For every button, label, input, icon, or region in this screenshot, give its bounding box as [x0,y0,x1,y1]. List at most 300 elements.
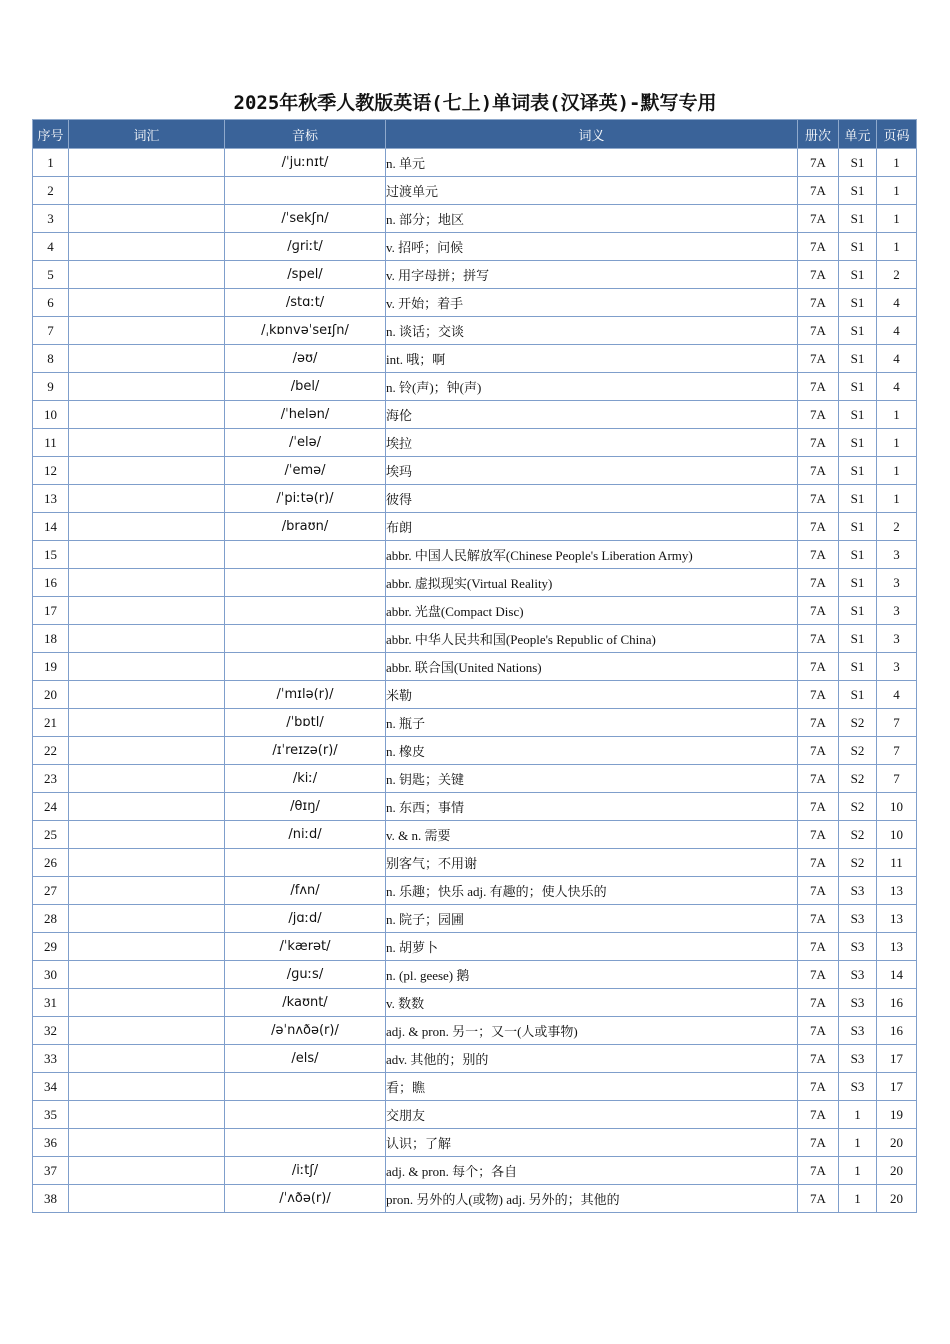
cell-phonetic [225,1129,386,1157]
cell-book: 7A [798,1185,839,1213]
table-row [33,149,917,177]
cell-meaning: v. 数数 [386,989,798,1017]
table-row [33,177,917,205]
cell-book: 7A [798,485,839,513]
cell-phonetic [225,177,386,205]
cell-index: 18 [33,625,69,653]
cell-word [69,765,225,793]
cell-book: 7A [798,709,839,737]
cell-word [69,653,225,681]
header-book: 册次 [798,120,839,149]
cell-book: 7A [798,849,839,877]
cell-index: 26 [33,849,69,877]
cell-page: 1 [877,429,917,457]
table-row [33,765,917,793]
table-row [33,1073,917,1101]
table-row [33,261,917,289]
cell-index: 32 [33,1017,69,1045]
cell-meaning: 认识；了解 [386,1129,798,1157]
cell-meaning: v. & n. 需要 [386,821,798,849]
table-row [33,289,917,317]
table-body [33,149,917,1213]
cell-unit: 1 [839,1101,877,1129]
cell-page: 2 [877,261,917,289]
cell-page: 16 [877,989,917,1017]
table-row [33,681,917,709]
cell-meaning: n. 单元 [386,149,798,177]
cell-unit: S1 [839,457,877,485]
cell-word [69,989,225,1017]
table-row [33,401,917,429]
cell-meaning: n. 橡皮 [386,737,798,765]
cell-unit: S2 [839,765,877,793]
cell-phonetic [225,597,386,625]
cell-unit: S1 [839,233,877,261]
cell-phonetic: /els/ [225,1045,386,1073]
cell-unit: S2 [839,821,877,849]
cell-word [69,877,225,905]
cell-meaning: 彼得 [386,485,798,513]
cell-meaning: v. 用字母拼；拼写 [386,261,798,289]
table-row [33,373,917,401]
cell-book: 7A [798,597,839,625]
cell-index: 4 [33,233,69,261]
cell-phonetic: /ˌkɒnvəˈseɪʃn/ [225,317,386,345]
table-row [33,345,917,373]
cell-meaning: 埃玛 [386,457,798,485]
cell-unit: S1 [839,569,877,597]
cell-unit: 1 [839,1185,877,1213]
cell-phonetic: /ˈhelən/ [225,401,386,429]
cell-index: 17 [33,597,69,625]
cell-phonetic [225,849,386,877]
cell-phonetic: /ˈemə/ [225,457,386,485]
cell-meaning: n. 院子；园圃 [386,905,798,933]
cell-word [69,1157,225,1185]
cell-unit: S1 [839,653,877,681]
cell-unit: S1 [839,401,877,429]
cell-word [69,933,225,961]
cell-index: 12 [33,457,69,485]
cell-word [69,345,225,373]
cell-unit: S1 [839,681,877,709]
cell-meaning: v. 招呼；问候 [386,233,798,261]
cell-book: 7A [798,1129,839,1157]
table-row [33,793,917,821]
cell-phonetic: /stɑːt/ [225,289,386,317]
cell-index: 8 [33,345,69,373]
cell-page: 1 [877,177,917,205]
cell-page: 11 [877,849,917,877]
cell-word [69,149,225,177]
cell-meaning: 布朗 [386,513,798,541]
cell-meaning: abbr. 光盘(Compact Disc) [386,597,798,625]
table-row [33,905,917,933]
cell-meaning: abbr. 联合国(United Nations) [386,653,798,681]
cell-page: 19 [877,1101,917,1129]
cell-word [69,1101,225,1129]
cell-page: 20 [877,1157,917,1185]
table-row [33,429,917,457]
cell-phonetic: /θɪŋ/ [225,793,386,821]
cell-phonetic: /ˈbɒtl/ [225,709,386,737]
cell-unit: S2 [839,709,877,737]
cell-word [69,457,225,485]
cell-page: 1 [877,401,917,429]
cell-page: 14 [877,961,917,989]
cell-phonetic: /kiː/ [225,765,386,793]
cell-phonetic: /niːd/ [225,821,386,849]
cell-index: 20 [33,681,69,709]
cell-index: 9 [33,373,69,401]
cell-index: 22 [33,737,69,765]
cell-index: 13 [33,485,69,513]
cell-phonetic: /ˈjuːnɪt/ [225,149,386,177]
cell-page: 1 [877,149,917,177]
cell-phonetic [225,541,386,569]
cell-book: 7A [798,541,839,569]
cell-phonetic: /ɡuːs/ [225,961,386,989]
cell-index: 27 [33,877,69,905]
cell-index: 23 [33,765,69,793]
cell-meaning: n. 谈话；交谈 [386,317,798,345]
cell-index: 29 [33,933,69,961]
cell-unit: S1 [839,345,877,373]
cell-meaning: adv. 其他的；别的 [386,1045,798,1073]
cell-unit: S1 [839,317,877,345]
cell-page: 17 [877,1073,917,1101]
cell-unit: S1 [839,205,877,233]
cell-word [69,485,225,513]
table-row [33,933,917,961]
cell-word [69,849,225,877]
cell-meaning: n. 部分；地区 [386,205,798,233]
cell-word [69,569,225,597]
vocabulary-table [32,119,917,1213]
table-row [33,989,917,1017]
cell-meaning: adj. & pron. 另一；又一(人或事物) [386,1017,798,1045]
cell-meaning: n. 胡萝卜 [386,933,798,961]
cell-page: 4 [877,317,917,345]
cell-unit: S2 [839,793,877,821]
table-row [33,457,917,485]
cell-unit: S3 [839,1045,877,1073]
cell-index: 35 [33,1101,69,1129]
cell-page: 20 [877,1129,917,1157]
cell-book: 7A [798,625,839,653]
cell-unit: S1 [839,149,877,177]
cell-page: 16 [877,1017,917,1045]
cell-word [69,1073,225,1101]
cell-index: 33 [33,1045,69,1073]
cell-meaning: int. 哦；啊 [386,345,798,373]
cell-book: 7A [798,401,839,429]
cell-book: 7A [798,177,839,205]
cell-phonetic: /əˈnʌðə(r)/ [225,1017,386,1045]
table-row [33,233,917,261]
cell-unit: S1 [839,485,877,513]
cell-phonetic: /jɑːd/ [225,905,386,933]
cell-meaning: n. 东西；事情 [386,793,798,821]
cell-unit: S1 [839,289,877,317]
cell-page: 13 [877,877,917,905]
table-row [33,1045,917,1073]
table-row [33,737,917,765]
cell-book: 7A [798,373,839,401]
page-title: 2025年秋季人教版英语(七上)单词表(汉译英)-默写专用 [233,92,717,114]
cell-unit: S1 [839,177,877,205]
cell-index: 16 [33,569,69,597]
cell-meaning: n. 钥匙；关键 [386,765,798,793]
cell-phonetic [225,569,386,597]
cell-word [69,625,225,653]
table-row [33,485,917,513]
cell-book: 7A [798,513,839,541]
cell-meaning: adj. & pron. 每个；各自 [386,1157,798,1185]
cell-word [69,1045,225,1073]
cell-page: 4 [877,345,917,373]
cell-book: 7A [798,149,839,177]
table-row [33,709,917,737]
cell-phonetic: /fʌn/ [225,877,386,905]
cell-phonetic: /spel/ [225,261,386,289]
cell-unit: S3 [839,1017,877,1045]
table-row [33,597,917,625]
cell-word [69,317,225,345]
cell-word [69,429,225,457]
cell-meaning: 埃拉 [386,429,798,457]
cell-index: 36 [33,1129,69,1157]
cell-meaning: pron. 另外的人(或物) adj. 另外的；其他的 [386,1185,798,1213]
table-row [33,569,917,597]
cell-book: 7A [798,765,839,793]
cell-index: 38 [33,1185,69,1213]
cell-page: 1 [877,233,917,261]
cell-page: 1 [877,205,917,233]
cell-meaning: abbr. 虚拟现实(Virtual Reality) [386,569,798,597]
cell-unit: S1 [839,541,877,569]
cell-index: 25 [33,821,69,849]
cell-index: 24 [33,793,69,821]
cell-page: 4 [877,681,917,709]
cell-page: 7 [877,709,917,737]
table-row [33,541,917,569]
cell-book: 7A [798,457,839,485]
cell-page: 1 [877,457,917,485]
cell-phonetic [225,1101,386,1129]
cell-book: 7A [798,429,839,457]
cell-unit: S2 [839,849,877,877]
cell-index: 2 [33,177,69,205]
cell-index: 1 [33,149,69,177]
cell-index: 6 [33,289,69,317]
cell-book: 7A [798,1017,839,1045]
cell-meaning: abbr. 中国人民解放军(Chinese People's Liberation Army) [386,541,798,569]
cell-book: 7A [798,877,839,905]
cell-page: 3 [877,653,917,681]
header-word: 词汇 [69,120,225,149]
cell-book: 7A [798,569,839,597]
table-row [33,1157,917,1185]
cell-unit: S1 [839,429,877,457]
cell-word [69,177,225,205]
table-row [33,625,917,653]
cell-phonetic: /ɪˈreɪzə(r)/ [225,737,386,765]
cell-meaning: 过渡单元 [386,177,798,205]
cell-phonetic: /ˈelə/ [225,429,386,457]
cell-word [69,737,225,765]
cell-book: 7A [798,933,839,961]
cell-word [69,373,225,401]
cell-word [69,821,225,849]
cell-word [69,261,225,289]
cell-book: 7A [798,345,839,373]
cell-phonetic: /kaʊnt/ [225,989,386,1017]
cell-unit: S1 [839,513,877,541]
cell-book: 7A [798,653,839,681]
cell-word [69,961,225,989]
table-row [33,961,917,989]
cell-unit: S3 [839,1073,877,1101]
table-row [33,1185,917,1213]
cell-word [69,205,225,233]
cell-word [69,1129,225,1157]
cell-unit: S3 [839,961,877,989]
cell-page: 2 [877,513,917,541]
header-phonetic: 音标 [225,120,386,149]
cell-book: 7A [798,261,839,289]
cell-page: 7 [877,737,917,765]
table-row [33,849,917,877]
cell-index: 28 [33,905,69,933]
cell-word [69,1017,225,1045]
cell-index: 31 [33,989,69,1017]
cell-page: 13 [877,905,917,933]
cell-page: 4 [877,289,917,317]
cell-book: 7A [798,737,839,765]
cell-meaning: 交朋友 [386,1101,798,1129]
table-row [33,1017,917,1045]
table-row [33,653,917,681]
table-row [33,821,917,849]
cell-meaning: n. 乐趣；快乐 adj. 有趣的；使人快乐的 [386,877,798,905]
cell-unit: S3 [839,905,877,933]
cell-unit: S1 [839,597,877,625]
cell-index: 30 [33,961,69,989]
cell-page: 17 [877,1045,917,1073]
cell-meaning: n. (pl. geese) 鹅 [386,961,798,989]
cell-phonetic: /əʊ/ [225,345,386,373]
cell-word [69,597,225,625]
cell-unit: 1 [839,1129,877,1157]
cell-page: 1 [877,485,917,513]
cell-word [69,401,225,429]
cell-phonetic: /iːtʃ/ [225,1157,386,1185]
cell-phonetic [225,625,386,653]
cell-word [69,233,225,261]
cell-word [69,793,225,821]
cell-word [69,709,225,737]
cell-book: 7A [798,989,839,1017]
cell-index: 34 [33,1073,69,1101]
cell-meaning: 米勒 [386,681,798,709]
cell-unit: S3 [839,933,877,961]
cell-book: 7A [798,961,839,989]
cell-word [69,541,225,569]
cell-phonetic: /ˈsekʃn/ [225,205,386,233]
cell-phonetic: /ɡriːt/ [225,233,386,261]
cell-page: 3 [877,625,917,653]
cell-phonetic: /ˈkærət/ [225,933,386,961]
cell-book: 7A [798,681,839,709]
cell-unit: S3 [839,877,877,905]
cell-phonetic: /ˈʌðə(r)/ [225,1185,386,1213]
table-row [33,205,917,233]
header-unit: 单元 [839,120,877,149]
table-row [33,513,917,541]
cell-book: 7A [798,233,839,261]
cell-phonetic [225,1073,386,1101]
cell-phonetic: /braʊn/ [225,513,386,541]
cell-index: 14 [33,513,69,541]
cell-page: 20 [877,1185,917,1213]
header-meaning: 词义 [386,120,798,149]
cell-unit: S2 [839,737,877,765]
cell-page: 3 [877,597,917,625]
cell-unit: S1 [839,625,877,653]
cell-meaning: n. 瓶子 [386,709,798,737]
cell-meaning: 看；瞧 [386,1073,798,1101]
cell-index: 11 [33,429,69,457]
cell-book: 7A [798,1157,839,1185]
cell-phonetic: /bel/ [225,373,386,401]
cell-book: 7A [798,1073,839,1101]
cell-page: 10 [877,821,917,849]
cell-index: 5 [33,261,69,289]
cell-phonetic [225,653,386,681]
cell-page: 4 [877,373,917,401]
cell-index: 10 [33,401,69,429]
cell-book: 7A [798,289,839,317]
cell-index: 37 [33,1157,69,1185]
cell-page: 10 [877,793,917,821]
cell-word [69,681,225,709]
cell-index: 19 [33,653,69,681]
cell-meaning: v. 开始；着手 [386,289,798,317]
header-page: 页码 [877,120,917,149]
cell-phonetic: /ˈpiːtə(r)/ [225,485,386,513]
cell-phonetic: /ˈmɪlə(r)/ [225,681,386,709]
cell-unit: S1 [839,373,877,401]
cell-book: 7A [798,1045,839,1073]
cell-index: 15 [33,541,69,569]
table-header-row [33,120,917,149]
cell-unit: S1 [839,261,877,289]
cell-book: 7A [798,821,839,849]
table-row [33,877,917,905]
cell-word [69,1185,225,1213]
header-index: 序号 [33,120,69,149]
table-row [33,317,917,345]
cell-page: 3 [877,541,917,569]
cell-index: 7 [33,317,69,345]
cell-meaning: abbr. 中华人民共和国(People's Republic of China) [386,625,798,653]
cell-book: 7A [798,793,839,821]
cell-page: 7 [877,765,917,793]
table-row [33,1101,917,1129]
cell-meaning: n. 铃(声)；钟(声) [386,373,798,401]
cell-book: 7A [798,905,839,933]
